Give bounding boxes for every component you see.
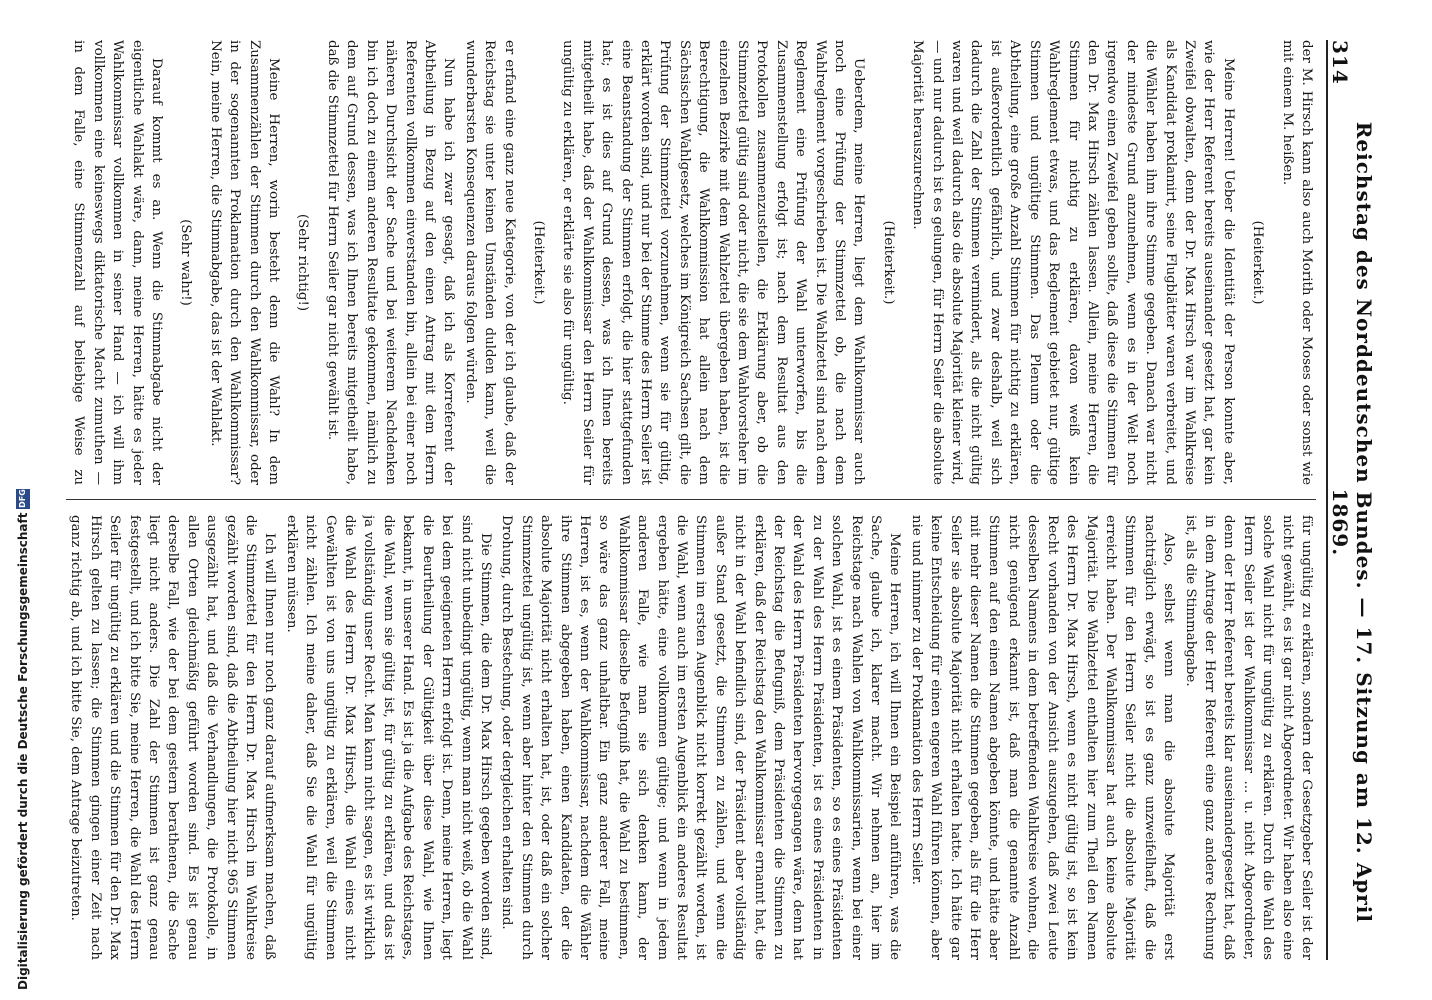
paragraph: Ueberdem, meine Herren, liegt dem Wahlkommissar auch noch eine Prüfung der Stimmzettel ob, die nach dem Wahlreglement vorgeschrieben ist. Die Wahlzettel sind nach dem Reglement eine Prüfung der Wahl unterworfen, bis die Zusammenstellung erfolgt ist; nach dem Resultat aus den Protokollen zusammenzustellen, die Erklärung aber, ob die Stimmzettel gültig sind oder nicht, die sie dem Wahlvorsteher im einzelnen Bezirke mit dem Wahlzettel übergeben haben, ist die Berechtigung, die Wahlkommission hat allein nach dem Sächsischen Wahlgesetz, welches im Königreich Sachsen gilt, die Prüfung der Stimmzettel vorzunehmen, wenn sie für gültig, erklärt worden sind, und nur bei der Stimme des Herrn Seiler ist eine Beanstandung der Stimmen erfolgt, die hier stattgefunden hat; es ist dies auf Grund dessen, was ich Ihnen bereits mitgetheilt habe, daß der Wahlkommissar den Herrn Seiler für ungültig zu erklären, er erklärte sie also für ungültig. bbox=[560, 40, 867, 485]
paragraph: Meine Herren, worin besteht denn die Wahl? In dem Zusammenzählen der Stimmen durch den Wahlkommissar, oder in der sogenannten Proklamation durch den Wahlkommissar? Nein, meine Herren, die Stimmabgabe, das ist der Wahlakt. bbox=[207, 40, 282, 485]
interjection: (Sehr richtig!) bbox=[295, 213, 311, 312]
interjection: (Heiterkeit.) bbox=[880, 220, 896, 305]
page-number: 314 bbox=[1328, 40, 1352, 85]
paragraph: Nun habe ich zwar gesagt, daß ich als Korreferent der Abtheilung in Bezug auf den einen Antrag mit dem Herrn Referenten vollkommen einverstanden bin, allein bei einer noch näheren Durchsicht der Sache und bei weiterem Nachdenken bin ich doch zu einem anderen Resultate gekommen, nämlich zu dem auf Grund dessen, was ich Ihnen bereits mitgetheilt habe, daß die Stimmzettel für Herrn Seiler gar nicht gewählt ist. bbox=[324, 40, 457, 485]
paragraph: Meine Herren, ich will Ihnen ein Beispiel anführen, was die Sache, glaube ich, klarer macht. Wir nehmen an, hier im Reichstage nach Wahlen von Wahlkommissarien, wenn bei einer solchen Wahl, ist es einem Präsidenten, so es eines Präsidenten zu der Wahl des Herrn Präsidenten, ist es eines Präsidenten in der Wahl des Herrn Präsidenten hervorgegangen wäre, denn hat der Reichstag die Befugniß, dem Präsidenten die Stimmen zu erklären, daß der Reichstag den Wahlkommissar ernannt hat, die nicht in der Wahl befindlich sind, der Präsident aber vollständig außer Stand gesetzt, die Stimmen zu zählen, und wenn die Stimmen im ersten Augenblick nicht korrekt gezählt worden, ist die Wahl, wenn auch im ersten Augenblick ein anderes Resultat ergeben hätte, eine vollkommen gültige; und wenn in jedem anderen Falle, wie man sie sich denken kann, der Wahlkommissar dieselbe Befugniß hat, die Wahl zu bestimmen, so wäre das ganz unhaltbar. Ein ganz anderer Fall, meine Herren, ist es, wenn der Wahlkommissar, nachdem die Wähler ihre Stimmen abgegeben haben, einen Kandidaten, der die absolute Majorität nicht erhalten hat, ist, oder daß ein solcher Stimmzettel ungültig ist, wenn aber hinter den Stimmen durch Drohung, durch Bestechung, oder dergleichen erhalten sind. bbox=[499, 515, 903, 960]
left-column bbox=[66, 40, 1316, 485]
interjection: (Heiterkeit.) bbox=[1250, 220, 1266, 305]
interjection: (Heiterkeit.) bbox=[530, 220, 546, 305]
paragraph: Ich will Ihnen nur noch ganz darauf aufmerksam machen, daß die Stimmzettel für den Herrn Dr. Max Hirsch im Wahlkreise gezählt worden sind, daß die Abtheilung hier nicht 965 Stimmen ausgezählt hat, und daß die Verhandlungen, die Protokolle, in allen Orten gleichmäßig geführt worden sind. Es ist genau derselbe Fall, wie der bei dem gestern berathenen, die Sache liegt nicht anders. Die Zahl der Stimmen ist ganz genau festgestellt, und ich bitte Sie, meine Herren, die Wahl des Herrn Seiler für ungültig zu erklären und die Stimmen für den Dr. Max Hirsch gelten zu lassen; die Stimmen gingen einer Zeit nach ganz richtig ab, und ich bitte Sie, dem Antrage beizutreten. bbox=[68, 515, 278, 960]
paragraph: der M. Hirsch kann also auch Morith oder Moses oder sonst wie mit einem M. heißen. bbox=[1279, 40, 1314, 485]
dfg-logo-icon: DFG bbox=[16, 489, 30, 509]
credit-text: Digitalisierung gefördert durch die Deutsche Forschungsgemeinschaft bbox=[16, 512, 30, 990]
document-page bbox=[52, 40, 1376, 960]
page-title: Reichstag des Norddeutschen Bundes. — 17. Sitzung am 12. April 1869. bbox=[1328, 121, 1376, 923]
paragraph: Darauf kommt es an. Wenn die Stimmabgabe nicht der eigentliche Wahlakt wäre, dann, meine Herren, hätte es jeder Wahlkommissar vollkommen in seiner Hand — ich will ihm vollkommen eine keineswegs diktatorische Macht zumuthen — in dem Falle, eine Stimmenzahl auf beliebige Weise zu bbox=[71, 40, 165, 485]
digitization-credit bbox=[16, 489, 30, 990]
paragraph: Also, selbst wenn man die absolute Majorität erst nachträglich erwägt, so ist es ganz unzweifelhaft, daß die Stimmen für den Herrn Seiler nicht die absolute Majorität erreicht haben. Der Wahlkommissar hat auch keine absolute Majorität. Die Wahlzettel enthalten hier zum Theil den Namen des Herrn Dr. Max Hirsch, wenn es nicht gültig ist, so ist kein Recht vorhanden von der Ansicht auszugehen, daß zwei Leute desselben Namens in dem betreffenden Wahlkreise wohnen, die nicht genügend erkannt ist, daß man die genannte Anzahl Stimmen auf den einen Namen abgeben könnte, und hätte aber mit mehr dieser Namen die Stimmen gegeben, als für die Herr Seiler sie absolute Majorität nicht erhalten hatte. Ich hätte gar keine Entscheidung für einen engeren Wahl führen können, aber nie und nimmer zu der Proklamation des Herrn Seiler. bbox=[908, 515, 1177, 960]
running-head bbox=[1326, 40, 1376, 960]
paragraph: er erfand eine ganz neue Kategorie, von der ich glaube, daß der Reichstag sie unter keinen Umständen dulden kann, weil die wunderbarsten Konsequenzen daraus folgen würden. bbox=[462, 40, 517, 485]
interjection: (Sehr wahr!) bbox=[178, 219, 194, 306]
column-divider bbox=[66, 499, 1316, 500]
paragraph: Meine Herren! Ueber die Identität der Person konnte aber, wie der Herr Referent bereits auseinander gesetzt hat, gar kein Zweifel obwalten, denn der Dr. Max Hirsch war im Wahlkreise als Kandidat proklamirt, seine Flugblätter waren verbreitet, und die Wähler haben ihm ihre Stimme gegeben. Danach war nicht der mindeste Grund anzunehmen, wenn es in der Welt noch irgendwo einen Zweifel geben sollte, daß diese die Stimmen für den Dr. Max Hirsch zählen lassen. Allein, meine Herren, die Stimmen für nichtig zu erklären, davon weiß kein Wahlreglement etwas, und das Reglement gebietet nur, gültige Stimmen und ungültige Stimmen. Das Plenum oder die Abtheilung, eine große Anzahl Stimmen für nichtig zu erklären, ist außerordentlich gefährlich, und zwar deshalb, weil sich dadurch die Zahl der Stimmen vermindert, als die nicht gültig waren und weil dadurch also die absolute Majorität kleiner wird, — und nur dadurch ist es gelungen, für Herrn Seiler die absolute Majorität herauszurechnen. bbox=[910, 40, 1236, 485]
paragraph: Die Stimmen, die dem Dr. Max Hirsch gegeben worden sind, sind nicht unbedingt ungültig, wenn man nicht weiß, ob die Wahl bei dem geeigneten Herrn erfolgt ist. Denn, meine Herren, liegt die Beurtheilung der Gültigkeit über diese Wahl, wie Ihnen bekannt, in unserer Hand. Es ist ja die Aufgabe des Reichstages, die Wahl, wenn sie gültig ist, für gültig zu erklären, und das ist ja vollständig unser Recht. Man kann nicht sagen, es ist wirklich die Wahl des Herrn Dr. Max Hirsch, die Wahl eines nicht Gewählten ist von uns ungültig zu erklären, weil die Stimmen nicht zählen. Ich meine daher, daß Sie die Wahl für ungültig erklären müssen. bbox=[283, 515, 493, 960]
paragraph: für ungültig zu erklären, sondern der Gesetzgeber Seiler ist der nicht gewählt, es ist gar nicht Abgeordneter. Wir haben also eine solche Wahl nicht für ungültig zu erklären. Durch die Wahl des Herrn Seiler ist der Wahlkommissar ... u. nicht Abgeordneter, denn der Herr Referent bereits klar auseinandergesetzt hat, daß in dem Antrage der Herr Referent eine ganz andere Rechnung ist, als die Stimmabgabe. bbox=[1182, 515, 1314, 960]
right-column bbox=[66, 515, 1316, 960]
